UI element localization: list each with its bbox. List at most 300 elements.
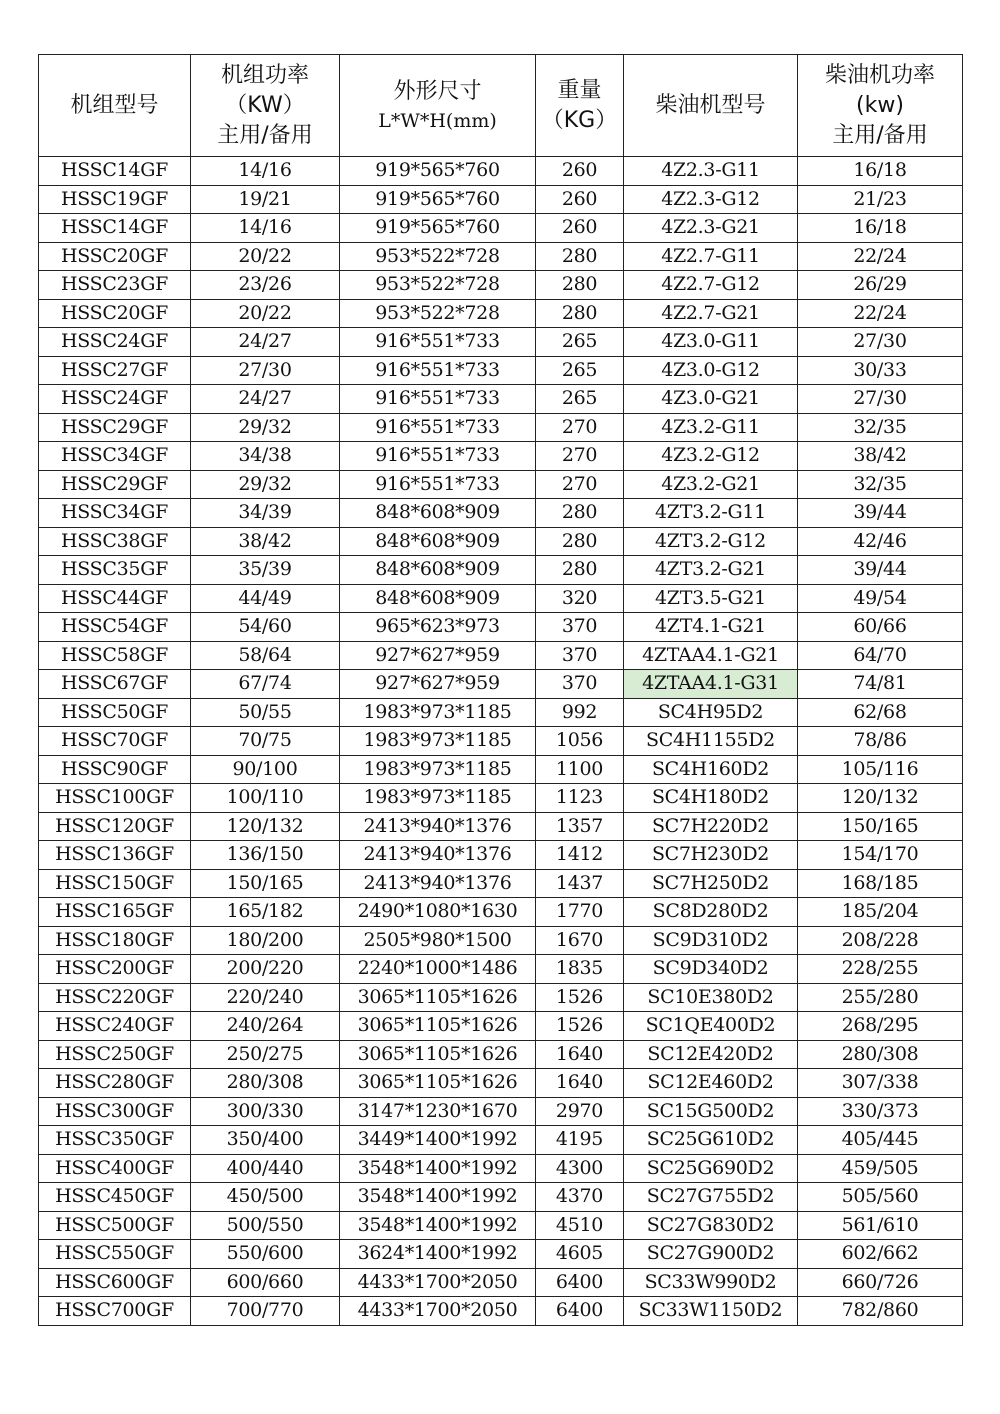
cell-weight: 280 [536, 271, 624, 300]
cell-genset-model: HSSC20GF [39, 242, 191, 271]
cell-genset-model: HSSC200GF [39, 955, 191, 984]
cell-engine-power: 280/308 [798, 1040, 963, 1069]
cell-engine-power: 307/338 [798, 1069, 963, 1098]
cell-dimensions: 3449*1400*1992 [340, 1126, 536, 1155]
header-weight [536, 55, 624, 157]
cell-dimensions: 1983*973*1185 [340, 784, 536, 813]
table-row [39, 641, 963, 670]
cell-engine-model: 4Z2.7-G11 [624, 242, 798, 271]
cell-dimensions: 2490*1080*1630 [340, 898, 536, 927]
cell-weight: 1835 [536, 955, 624, 984]
cell-engine-model: 4ZT3.2-G12 [624, 527, 798, 556]
table-row [39, 926, 963, 955]
cell-weight: 1100 [536, 755, 624, 784]
cell-engine-model: SC33W990D2 [624, 1268, 798, 1297]
cell-dimensions: 919*565*760 [340, 214, 536, 243]
cell-genset-power: 44/49 [191, 584, 340, 613]
cell-weight: 1056 [536, 727, 624, 756]
cell-engine-power: 168/185 [798, 869, 963, 898]
cell-genset-power: 24/27 [191, 328, 340, 357]
cell-genset-model: HSSC550GF [39, 1240, 191, 1269]
cell-genset-power: 67/74 [191, 670, 340, 699]
table-row [39, 698, 963, 727]
cell-genset-model: HSSC24GF [39, 328, 191, 357]
cell-genset-model: HSSC35GF [39, 556, 191, 585]
cell-dimensions: 848*608*909 [340, 499, 536, 528]
cell-engine-power: 49/54 [798, 584, 963, 613]
cell-engine-model: SC27G830D2 [624, 1211, 798, 1240]
header-genset-power-title: 机组功率 [220, 62, 309, 88]
cell-genset-model: HSSC14GF [39, 157, 191, 186]
header-genset-power [191, 55, 340, 157]
cell-weight: 1437 [536, 869, 624, 898]
cell-engine-model: 4Z3.0-G12 [624, 356, 798, 385]
cell-engine-model: SC27G755D2 [624, 1183, 798, 1212]
cell-weight: 992 [536, 698, 624, 727]
cell-genset-model: HSSC500GF [39, 1211, 191, 1240]
cell-genset-model: HSSC24GF [39, 385, 191, 414]
table-row [39, 499, 963, 528]
cell-weight: 265 [536, 328, 624, 357]
cell-engine-model: SC9D310D2 [624, 926, 798, 955]
table-row [39, 328, 963, 357]
cell-genset-model: HSSC400GF [39, 1154, 191, 1183]
table-row [39, 385, 963, 414]
cell-engine-model: SC1QE400D2 [624, 1012, 798, 1041]
cell-dimensions: 2505*980*1500 [340, 926, 536, 955]
cell-engine-power: 78/86 [798, 727, 963, 756]
cell-dimensions: 1983*973*1185 [340, 755, 536, 784]
cell-weight: 280 [536, 299, 624, 328]
cell-dimensions: 3065*1105*1626 [340, 1069, 536, 1098]
cell-genset-power: 23/26 [191, 271, 340, 300]
cell-engine-model: 4Z3.2-G12 [624, 442, 798, 471]
cell-dimensions: 4433*1700*2050 [340, 1268, 536, 1297]
cell-weight: 370 [536, 641, 624, 670]
table-row [39, 1069, 963, 1098]
cell-engine-power: 105/116 [798, 755, 963, 784]
cell-engine-power: 602/662 [798, 1240, 963, 1269]
table-row [39, 727, 963, 756]
table-row [39, 755, 963, 784]
cell-dimensions: 927*627*959 [340, 641, 536, 670]
cell-genset-model: HSSC54GF [39, 613, 191, 642]
cell-engine-power: 459/505 [798, 1154, 963, 1183]
cell-engine-power: 60/66 [798, 613, 963, 642]
table-header [39, 55, 963, 157]
cell-dimensions: 953*522*728 [340, 271, 536, 300]
cell-dimensions: 848*608*909 [340, 527, 536, 556]
table-row [39, 1126, 963, 1155]
header-dimensions-unit: L*W*H(mm) [378, 109, 497, 132]
cell-dimensions: 3548*1400*1992 [340, 1211, 536, 1240]
table-row [39, 670, 963, 699]
cell-engine-model: SC15G500D2 [624, 1097, 798, 1126]
cell-weight: 4605 [536, 1240, 624, 1269]
cell-engine-model: SC8D280D2 [624, 898, 798, 927]
cell-engine-model: 4ZT3.5-G21 [624, 584, 798, 613]
cell-engine-model: SC27G900D2 [624, 1240, 798, 1269]
cell-genset-power: 220/240 [191, 983, 340, 1012]
cell-dimensions: 916*551*733 [340, 328, 536, 357]
cell-weight: 270 [536, 470, 624, 499]
cell-weight: 1412 [536, 841, 624, 870]
table-row [39, 955, 963, 984]
table-row [39, 1012, 963, 1041]
cell-genset-model: HSSC220GF [39, 983, 191, 1012]
cell-engine-power: 154/170 [798, 841, 963, 870]
cell-genset-power: 180/200 [191, 926, 340, 955]
cell-genset-power: 150/165 [191, 869, 340, 898]
cell-genset-power: 34/39 [191, 499, 340, 528]
cell-genset-model: HSSC70GF [39, 727, 191, 756]
table-row [39, 812, 963, 841]
cell-genset-model: HSSC180GF [39, 926, 191, 955]
cell-weight: 265 [536, 356, 624, 385]
cell-engine-model: 4ZT3.2-G11 [624, 499, 798, 528]
table-row [39, 1268, 963, 1297]
cell-engine-power: 228/255 [798, 955, 963, 984]
cell-engine-model: 4Z2.3-G21 [624, 214, 798, 243]
cell-weight: 320 [536, 584, 624, 613]
table-row [39, 470, 963, 499]
cell-genset-power: 29/32 [191, 470, 340, 499]
header-weight-unit: （KG） [541, 107, 618, 133]
cell-genset-power: 35/39 [191, 556, 340, 585]
cell-genset-model: HSSC67GF [39, 670, 191, 699]
cell-weight: 4195 [536, 1126, 624, 1155]
cell-engine-power: 185/204 [798, 898, 963, 927]
table-row [39, 983, 963, 1012]
cell-weight: 1670 [536, 926, 624, 955]
cell-engine-power: 26/29 [798, 271, 963, 300]
cell-genset-model: HSSC150GF [39, 869, 191, 898]
table-row [39, 299, 963, 328]
table-row [39, 185, 963, 214]
header-row [39, 55, 963, 157]
cell-engine-model: 4Z2.7-G21 [624, 299, 798, 328]
cell-engine-power: 62/68 [798, 698, 963, 727]
cell-weight: 1357 [536, 812, 624, 841]
cell-genset-power: 90/100 [191, 755, 340, 784]
cell-weight: 1123 [536, 784, 624, 813]
header-genset-power-unit: （KW） [225, 92, 305, 118]
cell-genset-model: HSSC240GF [39, 1012, 191, 1041]
cell-dimensions: 2413*940*1376 [340, 869, 536, 898]
cell-engine-power: 330/373 [798, 1097, 963, 1126]
cell-genset-power: 58/64 [191, 641, 340, 670]
cell-engine-model: 4Z3.2-G21 [624, 470, 798, 499]
cell-dimensions: 919*565*760 [340, 157, 536, 186]
cell-weight: 280 [536, 527, 624, 556]
cell-engine-model: SC4H95D2 [624, 698, 798, 727]
cell-genset-model: HSSC600GF [39, 1268, 191, 1297]
cell-dimensions: 4433*1700*2050 [340, 1297, 536, 1326]
table-row [39, 1183, 963, 1212]
table-row [39, 413, 963, 442]
cell-genset-power: 27/30 [191, 356, 340, 385]
cell-dimensions: 3624*1400*1992 [340, 1240, 536, 1269]
cell-engine-power: 120/132 [798, 784, 963, 813]
cell-engine-model: SC7H230D2 [624, 841, 798, 870]
cell-genset-model: HSSC20GF [39, 299, 191, 328]
cell-genset-power: 240/264 [191, 1012, 340, 1041]
table-body [39, 157, 963, 1326]
cell-genset-model: HSSC250GF [39, 1040, 191, 1069]
table-row [39, 584, 963, 613]
cell-engine-power: 39/44 [798, 499, 963, 528]
header-engine-power-title: 柴油机功率 [824, 62, 935, 88]
cell-engine-power: 64/70 [798, 641, 963, 670]
cell-engine-power: 208/228 [798, 926, 963, 955]
cell-dimensions: 916*551*733 [340, 413, 536, 442]
header-dimensions [340, 55, 536, 157]
cell-dimensions: 953*522*728 [340, 242, 536, 271]
cell-genset-model: HSSC700GF [39, 1297, 191, 1326]
header-engine-power [798, 55, 963, 157]
header-engine-power-unit: (kw) [856, 92, 904, 118]
cell-genset-power: 350/400 [191, 1126, 340, 1155]
table-row [39, 356, 963, 385]
cell-engine-power: 660/726 [798, 1268, 963, 1297]
table-row [39, 613, 963, 642]
cell-genset-power: 34/38 [191, 442, 340, 471]
cell-engine-power: 16/18 [798, 214, 963, 243]
cell-genset-power: 450/500 [191, 1183, 340, 1212]
cell-weight: 280 [536, 242, 624, 271]
cell-engine-power: 268/295 [798, 1012, 963, 1041]
cell-engine-power: 16/18 [798, 157, 963, 186]
table-row [39, 242, 963, 271]
cell-genset-power: 54/60 [191, 613, 340, 642]
cell-dimensions: 848*608*909 [340, 556, 536, 585]
cell-engine-power: 405/445 [798, 1126, 963, 1155]
cell-genset-power: 70/75 [191, 727, 340, 756]
cell-engine-model: SC4H180D2 [624, 784, 798, 813]
cell-engine-model: SC12E420D2 [624, 1040, 798, 1069]
cell-weight: 2970 [536, 1097, 624, 1126]
cell-genset-power: 600/660 [191, 1268, 340, 1297]
table-row [39, 841, 963, 870]
cell-weight: 370 [536, 670, 624, 699]
cell-engine-power: 150/165 [798, 812, 963, 841]
cell-weight: 280 [536, 556, 624, 585]
cell-genset-model: HSSC136GF [39, 841, 191, 870]
cell-genset-model: HSSC165GF [39, 898, 191, 927]
cell-genset-power: 550/600 [191, 1240, 340, 1269]
generator-spec-table [38, 54, 963, 1326]
cell-engine-model: SC10E380D2 [624, 983, 798, 1012]
cell-engine-power: 27/30 [798, 385, 963, 414]
cell-weight: 260 [536, 214, 624, 243]
cell-genset-power: 19/21 [191, 185, 340, 214]
header-engine-power-mode: 主用/备用 [832, 122, 928, 148]
cell-dimensions: 1983*973*1185 [340, 727, 536, 756]
cell-genset-power: 38/42 [191, 527, 340, 556]
cell-dimensions: 965*623*973 [340, 613, 536, 642]
cell-engine-model: SC12E460D2 [624, 1069, 798, 1098]
cell-dimensions: 3548*1400*1992 [340, 1154, 536, 1183]
cell-dimensions: 919*565*760 [340, 185, 536, 214]
cell-genset-model: HSSC450GF [39, 1183, 191, 1212]
cell-genset-power: 50/55 [191, 698, 340, 727]
cell-engine-power: 32/35 [798, 413, 963, 442]
cell-genset-model: HSSC14GF [39, 214, 191, 243]
cell-genset-model: HSSC280GF [39, 1069, 191, 1098]
cell-genset-power: 100/110 [191, 784, 340, 813]
cell-engine-model: SC9D340D2 [624, 955, 798, 984]
cell-engine-model: SC7H220D2 [624, 812, 798, 841]
cell-genset-model: HSSC50GF [39, 698, 191, 727]
cell-dimensions: 916*551*733 [340, 356, 536, 385]
cell-dimensions: 953*522*728 [340, 299, 536, 328]
header-genset-model: 机组型号 [39, 55, 191, 157]
cell-engine-model: 4Z2.7-G12 [624, 271, 798, 300]
cell-weight: 4510 [536, 1211, 624, 1240]
table-row [39, 1211, 963, 1240]
cell-dimensions: 848*608*909 [340, 584, 536, 613]
header-engine-model: 柴油机型号 [624, 55, 798, 157]
table-row [39, 869, 963, 898]
cell-genset-model: HSSC38GF [39, 527, 191, 556]
cell-engine-model: 4Z2.3-G12 [624, 185, 798, 214]
cell-genset-power: 300/330 [191, 1097, 340, 1126]
cell-weight: 1640 [536, 1040, 624, 1069]
cell-dimensions: 916*551*733 [340, 385, 536, 414]
cell-dimensions: 927*627*959 [340, 670, 536, 699]
cell-genset-power: 200/220 [191, 955, 340, 984]
cell-engine-power: 505/560 [798, 1183, 963, 1212]
cell-engine-model: SC33W1150D2 [624, 1297, 798, 1326]
cell-dimensions: 2240*1000*1486 [340, 955, 536, 984]
table-row [39, 271, 963, 300]
table-row [39, 1240, 963, 1269]
cell-engine-model: SC25G610D2 [624, 1126, 798, 1155]
cell-weight: 1640 [536, 1069, 624, 1098]
cell-weight: 6400 [536, 1297, 624, 1326]
cell-weight: 4370 [536, 1183, 624, 1212]
cell-weight: 6400 [536, 1268, 624, 1297]
cell-engine-power: 27/30 [798, 328, 963, 357]
header-dimensions-title: 外形尺寸 [393, 78, 482, 104]
cell-engine-power: 255/280 [798, 983, 963, 1012]
cell-dimensions: 3548*1400*1992 [340, 1183, 536, 1212]
cell-genset-model: HSSC34GF [39, 499, 191, 528]
cell-engine-power: 561/610 [798, 1211, 963, 1240]
cell-engine-power: 38/42 [798, 442, 963, 471]
cell-weight: 1526 [536, 983, 624, 1012]
cell-engine-model: 4Z3.2-G11 [624, 413, 798, 442]
table-row [39, 527, 963, 556]
cell-genset-power: 700/770 [191, 1297, 340, 1326]
cell-engine-model: 4ZTAA4.1-G21 [624, 641, 798, 670]
cell-engine-model: 4ZT4.1-G21 [624, 613, 798, 642]
cell-genset-model: HSSC300GF [39, 1097, 191, 1126]
cell-engine-model: SC7H250D2 [624, 869, 798, 898]
cell-engine-model: 4ZTAA4.1-G31 [624, 670, 798, 699]
cell-engine-model: 4Z3.0-G11 [624, 328, 798, 357]
cell-engine-power: 30/33 [798, 356, 963, 385]
cell-engine-model: SC4H160D2 [624, 755, 798, 784]
cell-dimensions: 916*551*733 [340, 442, 536, 471]
cell-engine-power: 21/23 [798, 185, 963, 214]
cell-genset-power: 280/308 [191, 1069, 340, 1098]
cell-genset-model: HSSC34GF [39, 442, 191, 471]
cell-genset-model: HSSC23GF [39, 271, 191, 300]
cell-genset-power: 14/16 [191, 157, 340, 186]
cell-weight: 265 [536, 385, 624, 414]
cell-weight: 370 [536, 613, 624, 642]
cell-engine-model: SC4H1155D2 [624, 727, 798, 756]
table-row [39, 442, 963, 471]
cell-dimensions: 3065*1105*1626 [340, 1012, 536, 1041]
cell-engine-power: 782/860 [798, 1297, 963, 1326]
cell-dimensions: 916*551*733 [340, 470, 536, 499]
cell-engine-power: 32/35 [798, 470, 963, 499]
header-weight-title: 重量 [557, 77, 602, 103]
cell-genset-model: HSSC29GF [39, 413, 191, 442]
cell-engine-model: SC25G690D2 [624, 1154, 798, 1183]
cell-genset-power: 14/16 [191, 214, 340, 243]
table-row [39, 1297, 963, 1326]
cell-genset-model: HSSC44GF [39, 584, 191, 613]
cell-genset-power: 29/32 [191, 413, 340, 442]
cell-genset-model: HSSC29GF [39, 470, 191, 499]
cell-engine-model: 4Z2.3-G11 [624, 157, 798, 186]
cell-weight: 270 [536, 413, 624, 442]
cell-genset-power: 136/150 [191, 841, 340, 870]
cell-genset-power: 165/182 [191, 898, 340, 927]
cell-genset-model: HSSC58GF [39, 641, 191, 670]
table-row [39, 1040, 963, 1069]
cell-engine-power: 74/81 [798, 670, 963, 699]
cell-dimensions: 2413*940*1376 [340, 812, 536, 841]
cell-genset-power: 120/132 [191, 812, 340, 841]
cell-dimensions: 3147*1230*1670 [340, 1097, 536, 1126]
table-row [39, 1154, 963, 1183]
cell-dimensions: 2413*940*1376 [340, 841, 536, 870]
cell-weight: 260 [536, 185, 624, 214]
cell-engine-power: 42/46 [798, 527, 963, 556]
cell-genset-model: HSSC100GF [39, 784, 191, 813]
cell-dimensions: 1983*973*1185 [340, 698, 536, 727]
table-row [39, 898, 963, 927]
cell-weight: 1770 [536, 898, 624, 927]
table-row [39, 556, 963, 585]
header-genset-power-mode: 主用/备用 [217, 122, 313, 148]
cell-engine-power: 22/24 [798, 242, 963, 271]
cell-engine-model: 4ZT3.2-G21 [624, 556, 798, 585]
cell-weight: 1526 [536, 1012, 624, 1041]
cell-genset-model: HSSC27GF [39, 356, 191, 385]
table-row [39, 214, 963, 243]
cell-weight: 280 [536, 499, 624, 528]
cell-engine-power: 22/24 [798, 299, 963, 328]
cell-genset-model: HSSC120GF [39, 812, 191, 841]
cell-engine-power: 39/44 [798, 556, 963, 585]
cell-genset-power: 24/27 [191, 385, 340, 414]
cell-dimensions: 3065*1105*1626 [340, 1040, 536, 1069]
cell-genset-model: HSSC19GF [39, 185, 191, 214]
table-row [39, 784, 963, 813]
cell-dimensions: 3065*1105*1626 [340, 983, 536, 1012]
cell-genset-power: 20/22 [191, 242, 340, 271]
cell-weight: 4300 [536, 1154, 624, 1183]
cell-genset-power: 400/440 [191, 1154, 340, 1183]
table-row [39, 157, 963, 186]
cell-genset-model: HSSC350GF [39, 1126, 191, 1155]
cell-genset-power: 500/550 [191, 1211, 340, 1240]
